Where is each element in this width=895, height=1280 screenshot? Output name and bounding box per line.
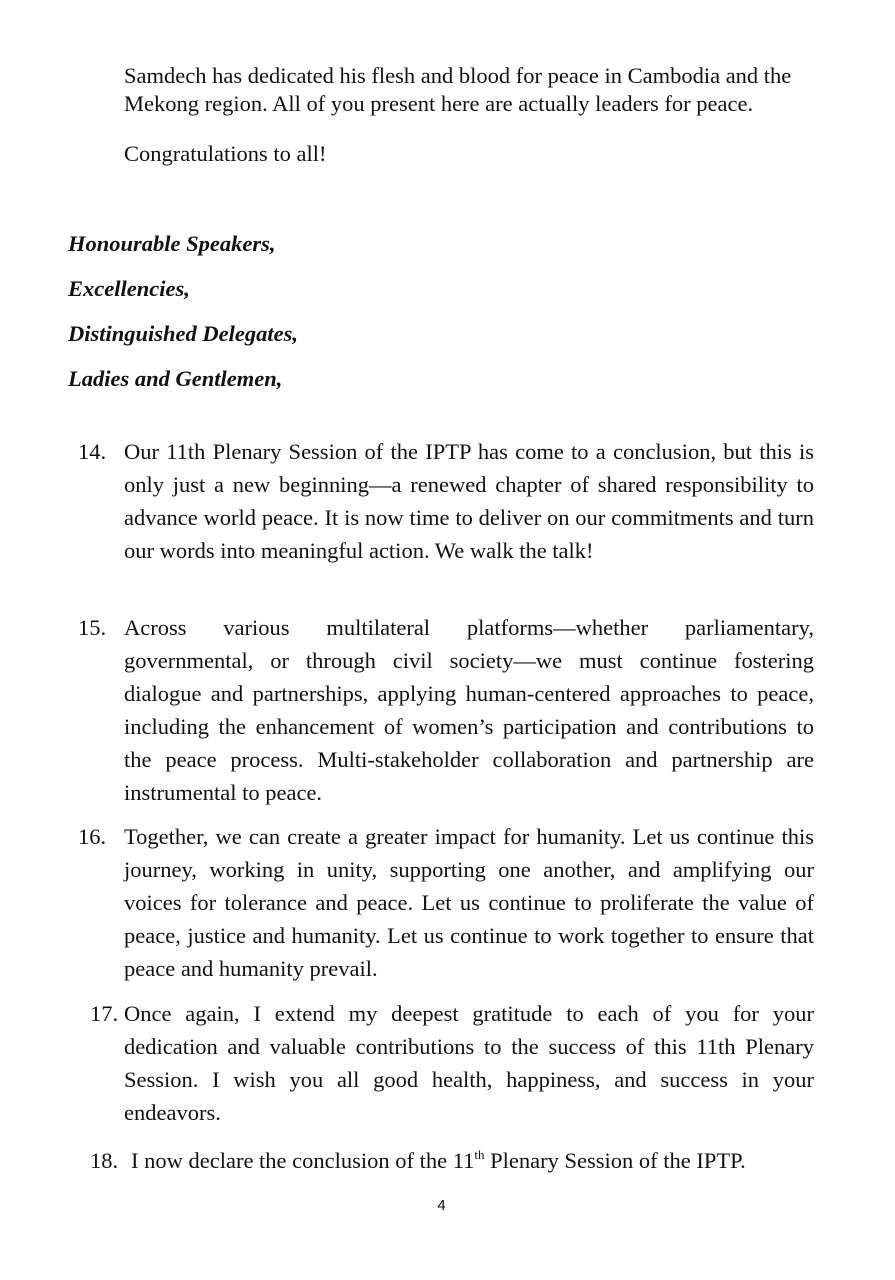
ordinal-superscript: th (474, 1147, 485, 1162)
salutation-excellencies: Excellencies, (68, 276, 190, 301)
item-text-before: I now declare the conclusion of the 11 (131, 1148, 475, 1173)
numbered-item-14 (78, 435, 814, 567)
page-number: 4 (437, 1197, 446, 1214)
intro-paragraph: Samdech has dedicated his flesh and blood for peace in Cambodia and the Mekong region. All of you present here are actually leaders for peace. (124, 63, 792, 116)
item-number: 16. (78, 824, 107, 849)
numbered-item-17 (90, 997, 814, 1129)
salutation-delegates: Distinguished Delegates, (68, 321, 299, 346)
numbered-item-15 (78, 611, 814, 809)
item-number: 18. (90, 1148, 119, 1173)
salutation-list (68, 228, 298, 408)
item-text: Once again, I extend my deepest gratitude to each of you for your dedication and valuable contributions to the success of this 11th Plenary Session. I wish you all good health, happiness, and success in your endeavors. (124, 1001, 814, 1125)
numbered-item-18 (90, 1144, 821, 1177)
item-number: 15. (78, 615, 107, 640)
item-text-after: Plenary Session of the IPTP. (484, 1148, 746, 1173)
item-text: Together, we can create a greater impact for humanity. Let us continue this journey, working in unity, supporting one another, and amplifying our voices for tolerance and peace. Let us continue to proliferate the value of peace, justice and humanity. Let us continue to work together to ensure that peace and humanity prevail. (124, 824, 814, 981)
item-text: Our 11th Plenary Session of the IPTP has come to a conclusion, but this is only just a new beginning—a renewed chapter of shared responsibility to advance world peace. It is now time to deliver on our commitments and turn our words into meaningful action. We walk the talk! (124, 439, 814, 563)
salutation-ladies-gentlemen: Ladies and Gentlemen, (68, 366, 283, 391)
congratulations-line: Congratulations to all! (124, 141, 327, 166)
item-text: Across various multilateral platforms—whether parliamentary, governmental, or through civil society—we must continue fostering dialogue and partnerships, applying human-centered approaches to peace, including the enhancement of women’s participation and contributions to the peace process. Multi-stakeholder collaboration and partnership are instrumental to peace. (124, 615, 814, 805)
item-number: 17. (90, 1001, 119, 1026)
numbered-item-16 (78, 820, 814, 985)
item-number: 14. (78, 439, 107, 464)
salutation-speakers: Honourable Speakers, (68, 231, 276, 256)
